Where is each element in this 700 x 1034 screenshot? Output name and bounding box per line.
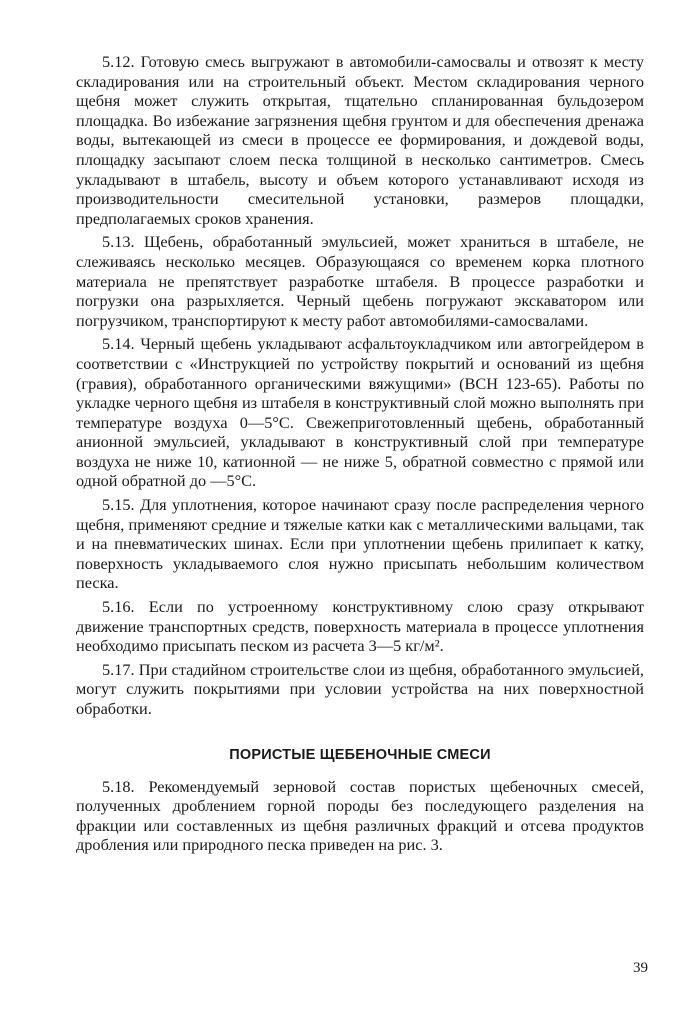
paragraph-5-13: 5.13. Щебень, обработанный эмульсией, может храниться в штабеле, не слеживаясь несколько месяцев. Образующаяся со временем корка плотного материала не препятствует разработке штабеля. В процессе разработки и погрузки она разрыхляется. Черный щебень погружают экскаватором или погрузчиком, транспортируют к месту работ автомобилями-самосвалами. — [76, 232, 644, 330]
paragraph-5-12: 5.12. Готовую смесь выгружают в автомобили-самосвалы и отвозят к месту складирования или на строительный объект. Местом складирования черного щебня может служить открытая, тщательно спланированная бульдозером площадка. Во избежание загрязнения щебня грунтом и для обеспечения дренажа воды, вытекающей из смеси в процессе ее формирования, и дождевой воды, площадку засыпают слоем песка толщиной в несколько сантиметров. Смесь укладывают в штабель, высоту и объем которого устанавливают исходя из производительности смесительной установки, размеров площадки, предполагаемых сроков хранения. — [76, 52, 644, 228]
paragraph-5-16: 5.16. Если по устроенному конструктивному слою сразу открывают движение транспортных средств, поверхность материала в процессе уплотнения необходимо присыпать песком из расчета 3—5 кг/м². — [76, 597, 644, 656]
page-number: 39 — [633, 960, 648, 976]
paragraph-5-18: 5.18. Рекомендуемый зерновой состав пористых щебеночных смесей, полученных дроблением горной породы без последующего разделения на фракции или составленных из щебня различных фракций и отсева продуктов дробления или природного песка приведен на рис. 3. — [76, 776, 644, 855]
paragraph-5-14: 5.14. Черный щебень укладывают асфальтоукладчиком или автогрейдером в соответствии с «Инструкцией по устройству покрытий и оснований из щебня (гравия), обработанного органическими вяжущими» (ВСН 123-65). Работы по укладке черного щебня из штабеля в конструктивный слой можно выполнять при температуре воздуха 0—5°С. Свежеприготовленный щебень, обработанный анионной эмульсией, укладывают в конструктивный слой при температуре воздуха не ниже 10, катионной — не ниже 5, обратной совместно с прямой или одной обратной до —5°С. — [76, 334, 644, 491]
paragraph-5-15: 5.15. Для уплотнения, которое начинают сразу после распределения черного щебня, применяют средние и тяжелые катки как с металлическими вальцами, так и на пневматических шинах. Если при уплотнении щебень прилипает к катку, поверхность укладываемого слоя нужно присыпать небольшим количеством песка. — [76, 495, 644, 593]
document-page — [76, 52, 644, 859]
paragraph-5-17: 5.17. При стадийном строительстве слои из щебня, обработанного эмульсией, могут служить покрытиями при условии устройства на них поверхностной обработки. — [76, 659, 644, 718]
section-heading: ПОРИСТЫЕ ЩЕБЕНОЧНЫЕ СМЕСИ — [229, 746, 491, 763]
